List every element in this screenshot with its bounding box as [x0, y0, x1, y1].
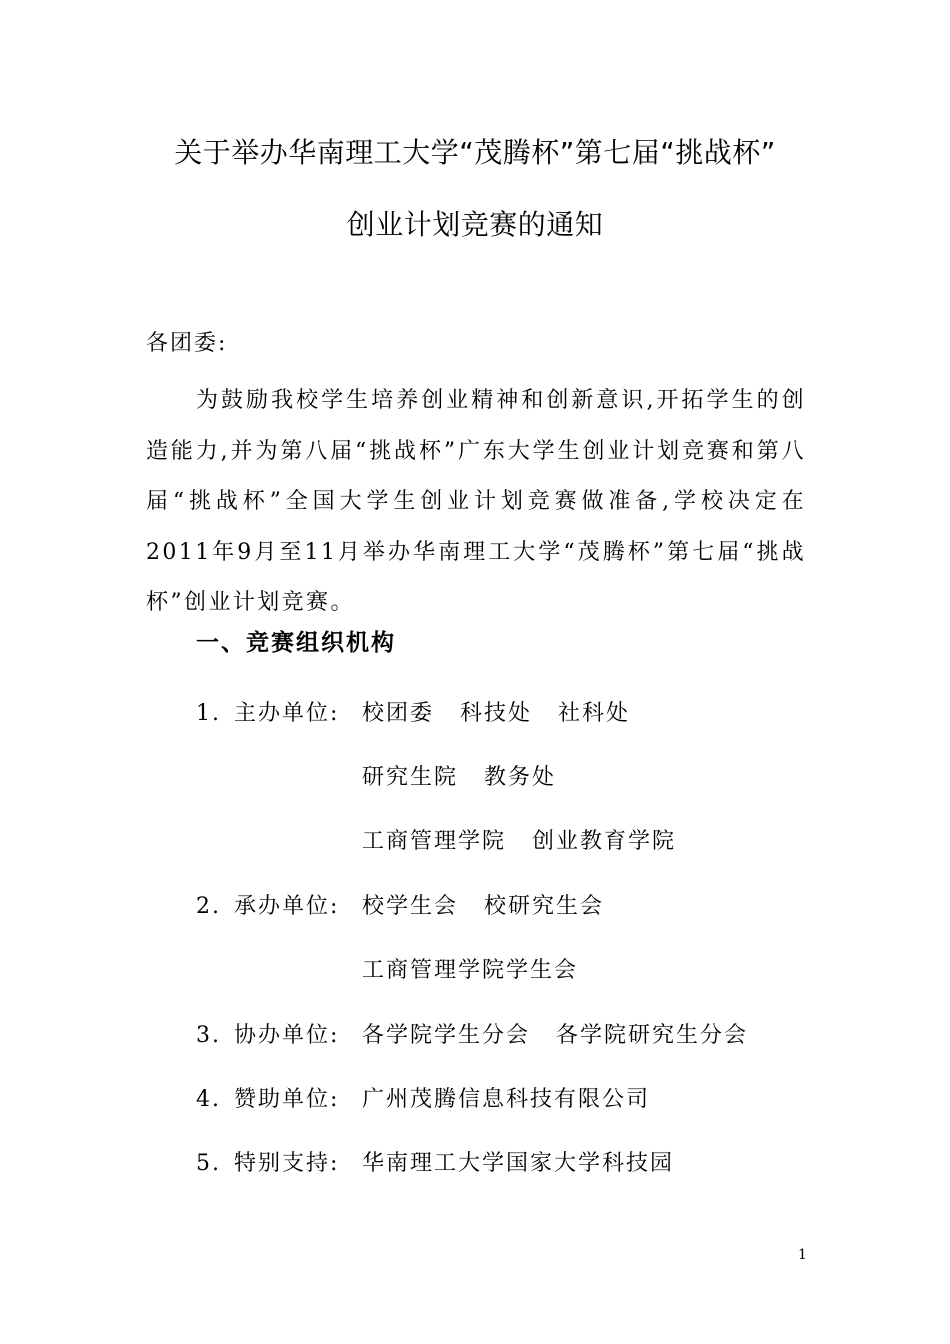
- organizer-unit: 华南理工大学国家大学科技园: [362, 1151, 675, 1176]
- organizer-unit: 工商管理学院学生会: [362, 958, 579, 983]
- organizer-unit: 科技处: [460, 701, 533, 726]
- organizer-row-sponsor: [196, 1083, 650, 1117]
- organizer-row-host-cont-2: [362, 825, 676, 859]
- organizer-label: 主办单位:: [234, 701, 340, 726]
- organizer-row-undertaker: [196, 890, 604, 924]
- organizer-unit: 广州茂腾信息科技有限公司: [362, 1087, 651, 1112]
- organizer-row-special-support: [196, 1147, 674, 1181]
- organizer-row-co-organizer: [196, 1019, 748, 1053]
- organizer-label: 承办单位:: [234, 894, 340, 919]
- organizer-unit: 创业教育学院: [532, 829, 677, 854]
- organizer-row-host-cont-1: [362, 761, 556, 795]
- organizer-unit: 工商管理学院: [362, 829, 507, 854]
- organizer-unit: 校研究生会: [484, 894, 605, 919]
- title-line-1: 关于举办华南理工大学“茂腾杯”第七届“挑战杯”: [174, 136, 776, 169]
- organizer-number: 5.: [196, 1151, 221, 1176]
- organizer-unit: 社科处: [558, 701, 631, 726]
- organizer-unit: 研究生院: [362, 765, 459, 790]
- organizer-unit: 校团委: [362, 701, 435, 726]
- title-line-2: 创业计划竞赛的通知: [346, 208, 604, 241]
- organizer-label: 赞助单位:: [234, 1087, 340, 1112]
- organizer-unit: 教务处: [484, 765, 557, 790]
- organizer-unit: 校学生会: [362, 894, 459, 919]
- organizer-unit: 各学院研究生分会: [556, 1023, 749, 1048]
- organizer-label: 特别支持:: [234, 1151, 340, 1176]
- organizer-row-host: [196, 697, 630, 731]
- section-heading-organization: 一、竞赛组织机构: [196, 630, 396, 656]
- organizer-number: 4.: [196, 1087, 221, 1112]
- organizer-label: 协办单位:: [234, 1023, 340, 1048]
- organizer-number: 2.: [196, 894, 221, 919]
- organizer-number: 1.: [196, 701, 221, 726]
- organizer-number: 3.: [196, 1023, 221, 1048]
- page-number: 1: [798, 1247, 807, 1263]
- salutation: 各团委:: [146, 331, 228, 356]
- body-paragraph: 为鼓励我校学生培养创业精神和创新意识,开拓学生的创造能力,并为第八届“挑战杯”广东大学生创业计划竞赛和第八届“挑战杯”全国大学生创业计划竞赛做准备,学校决定在2011年9月至11月举办华南理工大学“茂腾杯”第七届“挑战杯”创业计划竞赛。: [146, 388, 806, 615]
- organizer-row-undertaker-cont-1: [362, 954, 578, 988]
- organizer-unit: 各学院学生分会: [362, 1023, 531, 1048]
